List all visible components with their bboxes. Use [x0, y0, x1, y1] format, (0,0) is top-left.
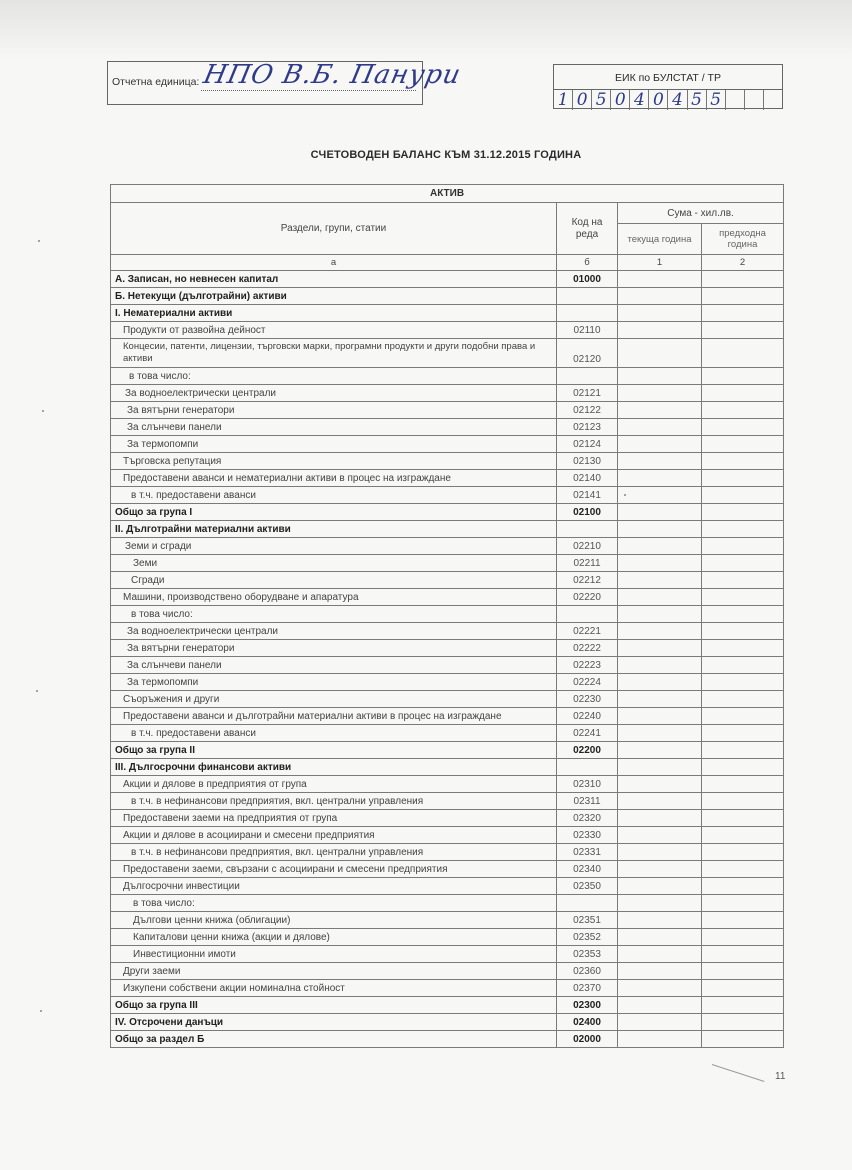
row-name: Други заеми — [111, 963, 557, 980]
current-year-cell[interactable] — [618, 674, 702, 691]
row-name: Машини, производствено оборудване и апаратура — [111, 589, 557, 606]
current-year-cell[interactable] — [618, 288, 702, 305]
table-row — [111, 997, 784, 1014]
row-name: За термопомпи — [111, 436, 557, 453]
current-year-cell[interactable] — [618, 368, 702, 385]
table-row — [111, 844, 784, 861]
table-row — [111, 589, 784, 606]
table-row — [111, 339, 784, 368]
row-code — [557, 895, 618, 912]
row-code: 02130 — [557, 453, 618, 470]
previous-year-cell[interactable] — [702, 288, 784, 305]
current-year-cell[interactable] — [618, 470, 702, 487]
row-name: За слънчеви панели — [111, 657, 557, 674]
row-code: 02100 — [557, 504, 618, 521]
row-code — [557, 288, 618, 305]
current-year-cell[interactable] — [618, 1031, 702, 1048]
current-year-cell[interactable] — [618, 322, 702, 339]
row-name: Продукти от развойна дейност — [111, 322, 557, 339]
page-number: 11 — [775, 1071, 786, 1082]
current-year-cell[interactable] — [618, 305, 702, 322]
row-name: Дългови ценни книжа (облигации) — [111, 912, 557, 929]
current-year-cell[interactable] — [618, 844, 702, 861]
previous-year-cell[interactable] — [702, 997, 784, 1014]
table-row — [111, 708, 784, 725]
row-name: I. Нематериални активи — [111, 305, 557, 322]
previous-year-cell[interactable] — [702, 725, 784, 742]
table-row — [111, 810, 784, 827]
table-row — [111, 521, 784, 538]
previous-year-cell[interactable] — [702, 402, 784, 419]
reporting-unit-box — [107, 60, 464, 105]
table-row — [111, 555, 784, 572]
table-row — [111, 640, 784, 657]
previous-year-cell[interactable] — [702, 878, 784, 895]
column-letter-1: 1 — [618, 255, 702, 271]
table-row — [111, 929, 784, 946]
row-name: За термопомпи — [111, 674, 557, 691]
previous-year-cell[interactable] — [702, 657, 784, 674]
table-row — [111, 487, 784, 504]
previous-year-cell[interactable] — [702, 895, 784, 912]
previous-year-cell[interactable] — [702, 606, 784, 623]
row-name: Б. Нетекущи (дълготрайни) активи — [111, 288, 557, 305]
current-year-cell[interactable] — [618, 606, 702, 623]
table-row — [111, 436, 784, 453]
table-row — [111, 322, 784, 339]
row-name: IV. Отсрочени данъци — [111, 1014, 557, 1031]
row-name: в това число: — [111, 606, 557, 623]
row-name: Предоставени аванси и нематериални активи в процес на изграждане — [111, 470, 557, 487]
previous-year-cell[interactable] — [702, 589, 784, 606]
previous-year-cell[interactable] — [702, 572, 784, 589]
previous-year-cell[interactable] — [702, 793, 784, 810]
row-code: 02311 — [557, 793, 618, 810]
row-code: 02360 — [557, 963, 618, 980]
eik-digit-cell: 5 — [592, 90, 611, 110]
previous-year-cell[interactable] — [702, 504, 784, 521]
previous-year-cell[interactable] — [702, 691, 784, 708]
current-year-cell[interactable] — [618, 827, 702, 844]
table-row — [111, 453, 784, 470]
table-row — [111, 572, 784, 589]
row-name: Общо за група III — [111, 997, 557, 1014]
table-row — [111, 305, 784, 322]
row-code: 02224 — [557, 674, 618, 691]
column-letter-2: 2 — [702, 255, 784, 271]
table-row — [111, 504, 784, 521]
eik-label: ЕИК по БУЛСТАТ / ТР — [615, 72, 721, 84]
row-code: 02124 — [557, 436, 618, 453]
row-code: 02123 — [557, 419, 618, 436]
previous-year-cell[interactable] — [702, 555, 784, 572]
balance-rows — [111, 271, 784, 1048]
row-name: II. Дълготрайни материални активи — [111, 521, 557, 538]
row-code: 02352 — [557, 929, 618, 946]
row-name: в т.ч. в нефинансови предприятия, вкл. централни управления — [111, 844, 557, 861]
table-row — [111, 963, 784, 980]
table-row — [111, 895, 784, 912]
row-code: 02320 — [557, 810, 618, 827]
row-code — [557, 368, 618, 385]
reporting-unit-dotted-line — [201, 90, 416, 91]
previous-year-cell[interactable] — [702, 708, 784, 725]
previous-year-cell[interactable] — [702, 759, 784, 776]
current-year-cell[interactable] — [618, 402, 702, 419]
previous-year-cell[interactable] — [702, 844, 784, 861]
row-name: Търговска репутация — [111, 453, 557, 470]
current-year-cell[interactable] — [618, 589, 702, 606]
row-name: Общо за група II — [111, 742, 557, 759]
table-row — [111, 776, 784, 793]
current-year-cell[interactable] — [618, 861, 702, 878]
current-year-cell[interactable] — [618, 997, 702, 1014]
table-row — [111, 470, 784, 487]
previous-year-cell[interactable] — [702, 861, 784, 878]
current-year-cell[interactable] — [618, 810, 702, 827]
previous-year-cell[interactable] — [702, 810, 784, 827]
row-name: Предоставени аванси и дълготрайни материални активи в процес на изграждане — [111, 708, 557, 725]
row-code: 02351 — [557, 912, 618, 929]
table-row — [111, 623, 784, 640]
table-row — [111, 402, 784, 419]
current-year-cell[interactable] — [618, 385, 702, 402]
table-row — [111, 742, 784, 759]
document-title: СЧЕТОВОДЕН БАЛАНС КЪМ 31.12.2015 ГОДИНА — [310, 149, 582, 161]
row-code: 02120 — [557, 339, 618, 368]
reporting-unit-handwritten-value: НПО В.Б. Панури — [200, 60, 464, 90]
previous-year-cell[interactable] — [702, 453, 784, 470]
row-name: Сгради — [111, 572, 557, 589]
row-code: 02220 — [557, 589, 618, 606]
row-code: 02000 — [557, 1031, 618, 1048]
row-code: 02241 — [557, 725, 618, 742]
column-letter-a: а — [111, 255, 557, 271]
current-year-cell[interactable] — [618, 487, 702, 504]
column-header-name: Раздели, групи, статии — [111, 203, 557, 255]
eik-digit-cell — [764, 90, 782, 110]
eik-digit-cells — [554, 89, 782, 110]
eik-digit-cell: 0 — [573, 90, 592, 110]
row-name: Общо за група I — [111, 504, 557, 521]
current-year-cell[interactable] — [618, 640, 702, 657]
current-year-cell[interactable] — [618, 436, 702, 453]
row-name: Изкупени собствени акции номинална стойност — [111, 980, 557, 997]
table-row — [111, 1014, 784, 1031]
table-row — [111, 606, 784, 623]
previous-year-cell[interactable] — [702, 623, 784, 640]
current-year-cell[interactable] — [618, 912, 702, 929]
row-name: Общо за раздел Б — [111, 1031, 557, 1048]
table-row — [111, 691, 784, 708]
pen-stroke — [712, 1064, 765, 1082]
current-year-cell[interactable] — [618, 623, 702, 640]
scan-speck — [38, 240, 40, 242]
previous-year-cell[interactable] — [702, 521, 784, 538]
row-name: в това число: — [111, 895, 557, 912]
row-code: 02221 — [557, 623, 618, 640]
row-name: Инвестиционни имоти — [111, 946, 557, 963]
row-name: Капиталови ценни книжа (акции и дялове) — [111, 929, 557, 946]
row-code: 02210 — [557, 538, 618, 555]
row-code: 02223 — [557, 657, 618, 674]
row-code — [557, 521, 618, 538]
current-year-cell[interactable] — [618, 878, 702, 895]
row-code: 02121 — [557, 385, 618, 402]
table-row — [111, 827, 784, 844]
table-row — [111, 538, 784, 555]
row-code: 02310 — [557, 776, 618, 793]
current-year-cell[interactable] — [618, 453, 702, 470]
eik-digit-cell: 5 — [707, 90, 726, 110]
row-code: 02110 — [557, 322, 618, 339]
eik-digit-cell: 1 — [554, 90, 573, 110]
current-year-cell[interactable] — [618, 980, 702, 997]
row-code: 01000 — [557, 271, 618, 288]
current-year-cell[interactable] — [618, 555, 702, 572]
row-name: Земи и сгради — [111, 538, 557, 555]
previous-year-cell[interactable] — [702, 322, 784, 339]
row-name: в това число: — [111, 368, 557, 385]
previous-year-cell[interactable] — [702, 538, 784, 555]
table-row — [111, 385, 784, 402]
row-name: Земи — [111, 555, 557, 572]
row-code: 02340 — [557, 861, 618, 878]
current-year-cell[interactable] — [618, 946, 702, 963]
row-name: Акции и дялове в предприятия от група — [111, 776, 557, 793]
table-row — [111, 419, 784, 436]
previous-year-cell[interactable] — [702, 470, 784, 487]
balance-sheet-table — [110, 184, 784, 1048]
current-year-cell[interactable] — [618, 725, 702, 742]
current-year-cell[interactable] — [618, 691, 702, 708]
eik-digit-cell — [745, 90, 764, 110]
current-year-cell[interactable] — [618, 271, 702, 288]
previous-year-cell[interactable] — [702, 436, 784, 453]
row-code: 02330 — [557, 827, 618, 844]
row-name: За водноелектрически централи — [111, 385, 557, 402]
row-name: За вятърни генератори — [111, 640, 557, 657]
eik-digit-cell: 5 — [688, 90, 707, 110]
eik-digit-cell: 0 — [649, 90, 668, 110]
row-code — [557, 606, 618, 623]
previous-year-cell[interactable] — [702, 487, 784, 504]
previous-year-cell[interactable] — [702, 963, 784, 980]
table-row — [111, 288, 784, 305]
current-year-cell[interactable] — [618, 793, 702, 810]
row-name: в т.ч. предоставени аванси — [111, 487, 557, 504]
row-code — [557, 759, 618, 776]
table-row — [111, 793, 784, 810]
previous-year-cell[interactable] — [702, 1031, 784, 1048]
row-code — [557, 305, 618, 322]
column-header-current-year: текуща година — [618, 224, 702, 255]
current-year-cell[interactable] — [618, 759, 702, 776]
previous-year-cell[interactable] — [702, 742, 784, 759]
previous-year-cell[interactable] — [702, 776, 784, 793]
table-row — [111, 980, 784, 997]
current-year-cell[interactable] — [618, 776, 702, 793]
scan-speck — [42, 410, 44, 412]
previous-year-cell[interactable] — [702, 640, 784, 657]
row-name: в т.ч. предоставени аванси — [111, 725, 557, 742]
eik-box — [553, 64, 783, 109]
row-code: 02140 — [557, 470, 618, 487]
eik-digit-cell: 4 — [668, 90, 687, 110]
row-code: 02331 — [557, 844, 618, 861]
previous-year-cell[interactable] — [702, 912, 784, 929]
row-code: 02122 — [557, 402, 618, 419]
previous-year-cell[interactable] — [702, 980, 784, 997]
row-code: 02211 — [557, 555, 618, 572]
row-name: Предоставени заеми, свързани с асоциирани и смесени предприятия — [111, 861, 557, 878]
scan-speck — [36, 690, 38, 692]
table-row — [111, 725, 784, 742]
current-year-cell[interactable] — [618, 419, 702, 436]
column-header-code: Код на реда — [557, 203, 618, 255]
current-year-cell[interactable] — [618, 1014, 702, 1031]
eik-digit-cell: 4 — [630, 90, 649, 110]
row-name: За слънчеви панели — [111, 419, 557, 436]
column-header-sum: Сума - хил.лв. — [618, 203, 784, 224]
row-name: III. Дългосрочни финансови активи — [111, 759, 557, 776]
table-row — [111, 368, 784, 385]
previous-year-cell[interactable] — [702, 305, 784, 322]
current-year-cell[interactable] — [618, 742, 702, 759]
row-code: 02230 — [557, 691, 618, 708]
current-year-cell[interactable] — [618, 895, 702, 912]
row-name: Концесии, патенти, лицензии, търговски марки, програмни продукти и други подобни права и активи — [111, 339, 557, 368]
row-name: За водноелектрически централи — [111, 623, 557, 640]
row-name: За вятърни генератори — [111, 402, 557, 419]
table-row — [111, 674, 784, 691]
table-row — [111, 946, 784, 963]
row-code: 02353 — [557, 946, 618, 963]
previous-year-cell[interactable] — [702, 929, 784, 946]
previous-year-cell[interactable] — [702, 674, 784, 691]
previous-year-cell[interactable] — [702, 271, 784, 288]
row-code: 02222 — [557, 640, 618, 657]
table-row — [111, 271, 784, 288]
table-row — [111, 657, 784, 674]
scan-shading — [0, 0, 852, 60]
current-year-cell[interactable] — [618, 708, 702, 725]
current-year-cell[interactable] — [618, 521, 702, 538]
table-row — [111, 878, 784, 895]
previous-year-cell[interactable] — [702, 419, 784, 436]
previous-year-cell[interactable] — [702, 368, 784, 385]
row-code: 02300 — [557, 997, 618, 1014]
current-year-cell[interactable] — [618, 504, 702, 521]
previous-year-cell[interactable] — [702, 827, 784, 844]
scan-speck — [40, 1010, 42, 1012]
previous-year-cell[interactable] — [702, 385, 784, 402]
eik-digit-cell — [726, 90, 745, 110]
row-name: в т.ч. в нефинансови предприятия, вкл. централни управления — [111, 793, 557, 810]
current-year-cell[interactable] — [618, 572, 702, 589]
scan-speck — [624, 494, 626, 496]
row-name: Предоставени заеми на предприятия от група — [111, 810, 557, 827]
previous-year-cell[interactable] — [702, 946, 784, 963]
row-code: 02212 — [557, 572, 618, 589]
table-row — [111, 912, 784, 929]
current-year-cell[interactable] — [618, 339, 702, 368]
previous-year-cell[interactable] — [702, 339, 784, 368]
current-year-cell[interactable] — [618, 929, 702, 946]
table-row — [111, 861, 784, 878]
row-code: 02350 — [557, 878, 618, 895]
current-year-cell[interactable] — [618, 657, 702, 674]
column-header-previous-year: предходна година — [702, 224, 784, 255]
row-code: 02400 — [557, 1014, 618, 1031]
row-name: Дългосрочни инвестиции — [111, 878, 557, 895]
table-row — [111, 1031, 784, 1048]
row-code: 02240 — [557, 708, 618, 725]
previous-year-cell[interactable] — [702, 1014, 784, 1031]
section-title: АКТИВ — [111, 185, 784, 203]
current-year-cell[interactable] — [618, 963, 702, 980]
row-code: 02141 — [557, 487, 618, 504]
column-letter-b: б — [557, 255, 618, 271]
row-code: 02200 — [557, 742, 618, 759]
row-name: Съоръжения и други — [111, 691, 557, 708]
row-code: 02370 — [557, 980, 618, 997]
eik-digit-cell: 0 — [611, 90, 630, 110]
table-row — [111, 759, 784, 776]
row-name: Акции и дялове в асоциирани и смесени предприятия — [111, 827, 557, 844]
row-name: А. Записан, но невнесен капитал — [111, 271, 557, 288]
reporting-unit-label: Отчетна единица: — [112, 76, 200, 88]
current-year-cell[interactable] — [618, 538, 702, 555]
